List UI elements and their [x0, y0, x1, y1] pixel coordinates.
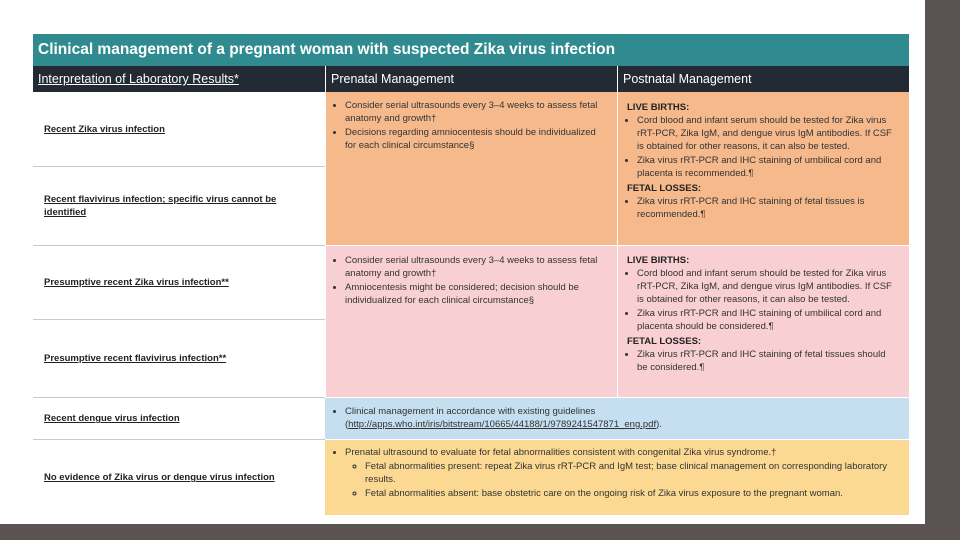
column-divider — [617, 92, 618, 398]
prenatal-list — [325, 99, 605, 152]
interpretation-label: Recent Zika virus infection — [44, 123, 165, 135]
list-item: • Zika virus rRT-PCR and IHC staining of umbilical cord and placenta is recommended.¶ — [637, 154, 897, 180]
interpretation-label: Presumptive recent flavivirus infection** — [44, 353, 227, 364]
dengue-management-cell — [325, 398, 909, 440]
interpretation-label: Recent flavivirus infection; specific virus cannot be identified — [44, 194, 277, 218]
postnatal-cell-group1 — [617, 92, 909, 246]
fetal-losses-heading: FETAL LOSSES: — [627, 183, 702, 194]
no-evidence-main: Prenatal ultrasound to evaluate for fetal abnormalities consistent with congenital Zika virus syndrome.† — [345, 447, 777, 458]
fetal-losses-list — [617, 195, 897, 221]
list-item: • Consider serial ultrasounds every 3–4 weeks to assess fetal anatomy and growth† — [345, 99, 605, 125]
list-item: • Zika virus rRT-PCR and IHC staining of fetal tissues is recommended.¶ — [637, 195, 897, 221]
live-births-list — [617, 267, 897, 333]
interpretation-cell — [33, 320, 325, 398]
list-item — [345, 405, 662, 431]
list-item: • Cord blood and infant serum should be tested for Zika virus rRT-PCR, Zika IgM, and dengue virus IgM antibodies. If CSF is obtained for other reasons, it can also be tested. — [637, 114, 897, 153]
interpretation-label: Recent dengue virus infection — [44, 413, 180, 424]
prenatal-list — [325, 254, 605, 307]
list-item: ◦ Fetal abnormalities absent: base obstetric care on the ongoing risk of Zika virus exposure to the pregnant woman. — [365, 487, 895, 500]
list-item: • Cord blood and infant serum should be tested for Zika virus rRT-PCR, Zika IgM, and dengue virus IgM antibodies. If CSF is obtained for other reasons, it can also be tested. — [637, 267, 897, 306]
who-guidelines-link[interactable]: http://apps.who.int/iris/bitstream/10665/44188/1/9789241547871_eng.pdf — [348, 419, 657, 430]
list-item: • Zika virus rRT-PCR and IHC staining of fetal tissues should be considered.¶ — [637, 348, 897, 374]
no-evidence-sublist — [345, 460, 895, 500]
column-divider — [325, 92, 326, 398]
dengue-close: ). — [656, 419, 662, 430]
prenatal-cell-group2 — [325, 246, 617, 398]
list-item: ◦ Fetal abnormalities present: repeat Zika virus rRT-PCR and IgM test; base clinical management on corresponding laboratory results. — [365, 460, 895, 486]
dengue-text: Clinical management in accordance with existing guidelines ( — [345, 406, 596, 430]
interpretation-cell — [33, 92, 325, 167]
no-evidence-management-cell — [325, 440, 909, 515]
table-title: Clinical management of a pregnant woman with suspected Zika virus infection — [33, 34, 909, 66]
header-postnatal: Postnatal Management — [617, 66, 909, 92]
interpretation-cell — [33, 167, 325, 246]
interpretation-cell — [33, 398, 325, 440]
live-births-heading: LIVE BIRTHS: — [627, 255, 690, 266]
live-births-heading: LIVE BIRTHS: — [627, 102, 690, 113]
no-evidence-list — [325, 446, 895, 500]
header-interpretation: Interpretation of Laboratory Results* — [38, 72, 239, 86]
list-item: • Decisions regarding amniocentesis should be individualized for each clinical circumstance§ — [345, 126, 605, 152]
dengue-list — [325, 405, 662, 431]
fetal-losses-heading: FETAL LOSSES: — [627, 336, 702, 347]
interpretation-cell — [33, 246, 325, 320]
postnatal-cell-group2 — [617, 246, 909, 398]
list-item: • Consider serial ultrasounds every 3–4 weeks to assess fetal anatomy and growth† — [345, 254, 605, 280]
table-header-row — [33, 66, 909, 92]
list-item: • Amniocentesis might be considered; decision should be individualized for each clinical circumstance§ — [345, 281, 605, 307]
list-item — [345, 446, 895, 500]
live-births-list — [617, 114, 897, 180]
fetal-losses-list — [617, 348, 897, 374]
interpretation-label: No evidence of Zika virus or dengue virus infection — [44, 472, 275, 483]
header-prenatal: Prenatal Management — [325, 66, 617, 92]
prenatal-cell-group1 — [325, 92, 617, 246]
interpretation-cell — [33, 440, 325, 515]
list-item: • Zika virus rRT-PCR and IHC staining of umbilical cord and placenta should be considered.¶ — [637, 307, 897, 333]
interpretation-label: Presumptive recent Zika virus infection** — [44, 277, 229, 288]
